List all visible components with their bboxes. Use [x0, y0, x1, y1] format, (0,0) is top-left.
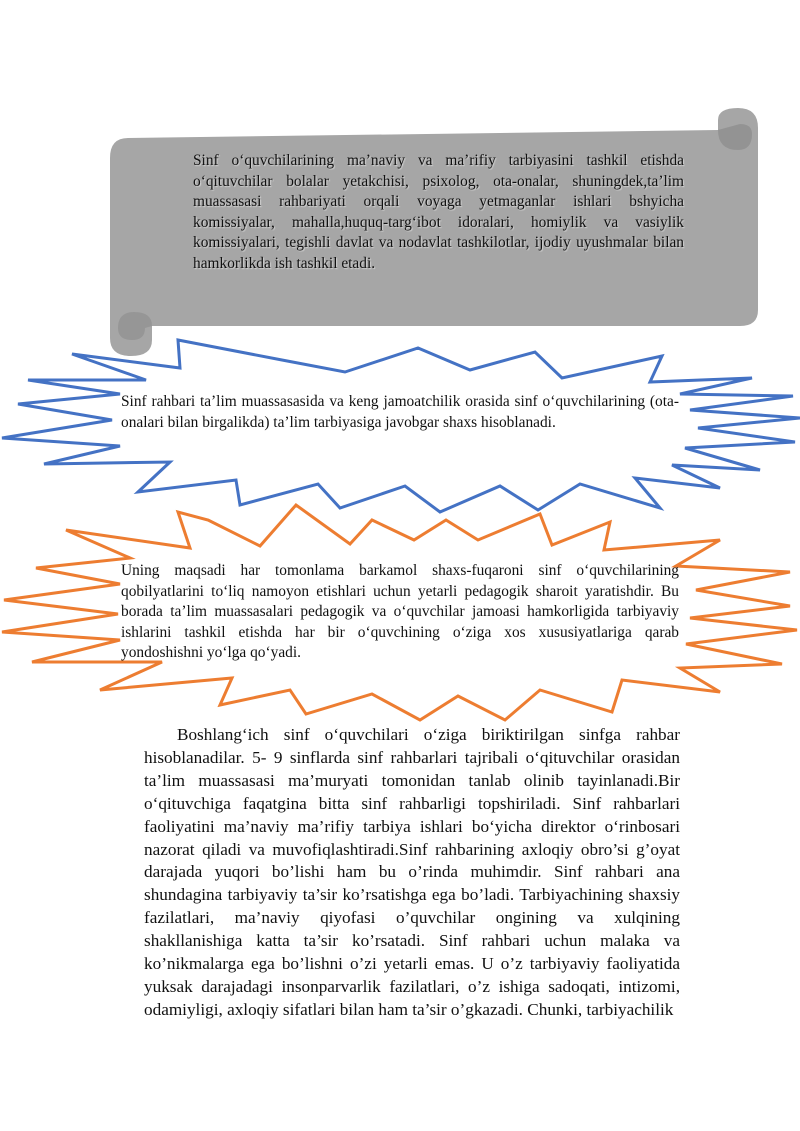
orange-starburst-text: Uning maqsadi har tomonlama barkamol shaxs-fuqaroni sinf o‘quvchilarining qobilyatlarini to‘liq namoyon etishlari uchun yetarli pedagogik sharoit yaratishdir. Bu borada ta’lim muassasalari pedagogik va o‘quvchilar jamoasi hamkorligida tarbiyaviy ishlarini tashkil etishda har bir o‘quvchining o‘ziga xos xususiyatlariga qarab yondoshishni yo‘lga qo‘yadi. [121, 562, 679, 661]
blue-starburst-text: Sinf rahbari ta’lim muassasasida va keng jamoatchilik orasida sinf o‘quvchilarining (ota-onalari bilan birgalikda) ta’lim tarbiyasiga javobgar shaxs hisoblanadi. [121, 393, 679, 431]
body-text-block [144, 724, 680, 1022]
body-paragraph: Boshlang‘ich sinf o‘quvchilari o‘ziga biriktirilgan sinfga rahbar hisoblanadilar. 5- 9 sinflarda sinf rahbarlari tajribali o‘qituvchilar orasidan ta’lim muassasasi ma’muryati tomonidan tanlab olinib tayinlanadi.Bir o‘qituvchiga faqatgina bitta sinf rahbarligi topshiriladi. Sinf rahbarlari faoliyatini ma’naviy ma’rifiy tarbiya ishlari bo‘yicha direktor o‘rinbosari nazorat qiladi va muvofiqlashtiradi.Sinf rahbarining axloqiy obro’si g’oyat darajada yuqori bo’lishi ham bu o’rinda muhimdir. Sinf rahbari ana shundagina tarbiyaviy ta’sir ko’rsatishga ega bo’ladi. Tarbiyachining shaxsiy fazilatlari, ma’naviy qiyofasi o’quvchilar ongining va xulqining shakllanishiga katta ta’sir ko’rsatadi. Sinf rahbari uchun malaka va ko’nikmalarga ega bo’lishni o’zi yetarli emas. U o’z tarbiyaviy faoliyatida yuksak darajadagi insonparvarlik fazilatlari, o’z ishiga sadoqati, intizomi, odamiyligi, axloqiy sifatlari bilan ham ta’sir o’gkazadi. Chunki, tarbiyachilik [144, 725, 680, 1019]
scroll-callout-text: Sinf o‘quvchilarining ma’naviy va ma’rifiy tarbiyasini tashkil etishda o‘qituvchilar bolalar yetakchisi, psixolog, ota-onalar, shuningdek,ta’lim muassasasi rahbariyati orqali voyaga yetmaganlar ishlari bshyicha komissiyalar, mahalla,huquq-targ‘ibot idoralari, homiylik va vasiylik komissiyalari, tegishli davlat va nodavlat tashkilotlar, ijodiy uyushmalar bilan hamkorlikda ish tashkil etadi. [193, 152, 684, 272]
